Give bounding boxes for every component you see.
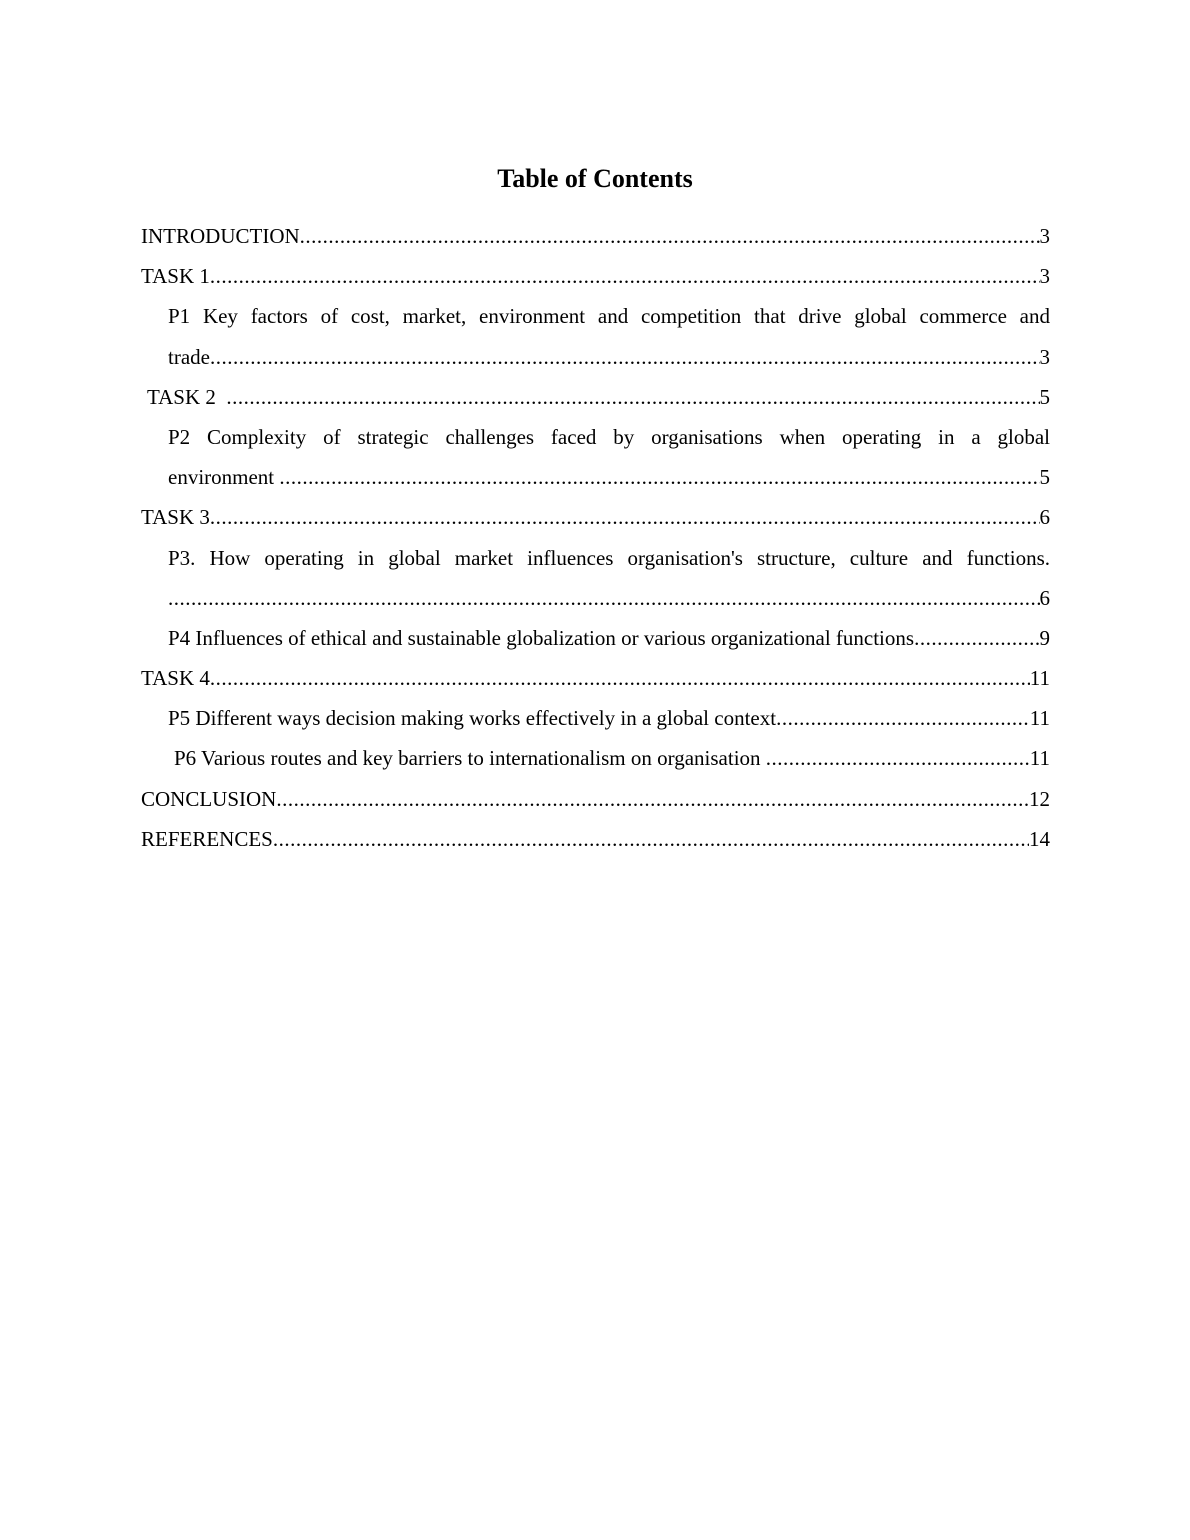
dot-leader [226,377,1039,417]
toc-entry-text: P6 Various routes and key barriers to internationalism on organisation [174,746,766,771]
toc-entry-text-line1: P1 Key factors of cost, market, environment and competition that drive global commerce and [168,304,1050,329]
toc-page-number: 5 [1039,465,1050,490]
dot-leader [276,779,1029,819]
toc-entry-task-4[interactable] [141,658,1050,698]
dot-leader [210,337,1040,377]
toc-page-number: 6 [1039,585,1050,610]
toc-entry-text: CONCLUSION [141,786,277,811]
dot-leader [273,819,1029,859]
dot-leader [766,738,1030,778]
toc-entry-task-1[interactable] [141,256,1050,296]
toc-entry-conclusion[interactable] [141,779,1050,819]
toc-entry-p4[interactable] [141,618,1050,658]
toc-page-number: 6 [1039,505,1050,530]
toc-entry-p5[interactable] [141,698,1050,738]
toc-entry-text: INTRODUCTION [141,224,300,248]
toc-page-number: 11 [1029,666,1050,691]
dot-leader [210,658,1030,698]
toc-entry-text: TASK 2 [147,384,227,409]
dot-leader [300,216,1040,256]
toc-entry-text-line2: environment [168,465,280,490]
toc-page-number: 11 [1029,706,1050,731]
toc-entry-text: TASK 3 [141,505,210,530]
toc-entry-references[interactable] [141,819,1050,859]
toc-entry-p2[interactable] [141,417,1050,497]
toc-page-number: 12 [1029,786,1050,811]
toc-entry-text-line1: P2 Complexity of strategic challenges faced by organisations when operating in a global [168,424,1050,449]
toc-entry-introduction[interactable] [141,216,1050,256]
toc-entry-text-line1: P3. How operating in global market influences organisation's structure, culture and functions. [168,545,1050,570]
toc-page-number: 5 [1039,384,1050,409]
toc-entry-text: TASK 4 [141,666,210,691]
toc-page-number: 3 [1039,224,1050,248]
toc-page-number: 3 [1039,264,1050,289]
dot-leader [914,618,1039,658]
toc-entry-text: P4 Influences of ethical and sustainable globalization or various organizational functions [168,625,915,650]
toc-page-number: 14 [1029,826,1050,851]
toc-page-number: 11 [1029,746,1050,771]
toc-entry-p1[interactable] [141,296,1050,376]
table-of-contents [141,216,1050,859]
dot-leader [210,256,1040,296]
toc-entry-task-3[interactable] [141,497,1050,537]
toc-entry-p3[interactable] [141,538,1050,618]
toc-entry-text: REFERENCES [141,826,273,851]
dot-leader [279,457,1039,497]
toc-entry-task-2[interactable] [141,377,1050,417]
toc-entry-p6[interactable] [141,738,1050,778]
dot-leader [168,578,1040,618]
page-title: Table of Contents [497,164,693,193]
toc-entry-text: P5 Different ways decision making works effectively in a global context [168,706,777,731]
toc-entry-text-line2: trade [168,344,210,369]
dot-leader [210,497,1040,537]
toc-entry-text: TASK 1 [141,264,210,289]
toc-page-number: 3 [1039,344,1050,369]
toc-page-number: 9 [1039,625,1050,650]
dot-leader [776,698,1030,738]
